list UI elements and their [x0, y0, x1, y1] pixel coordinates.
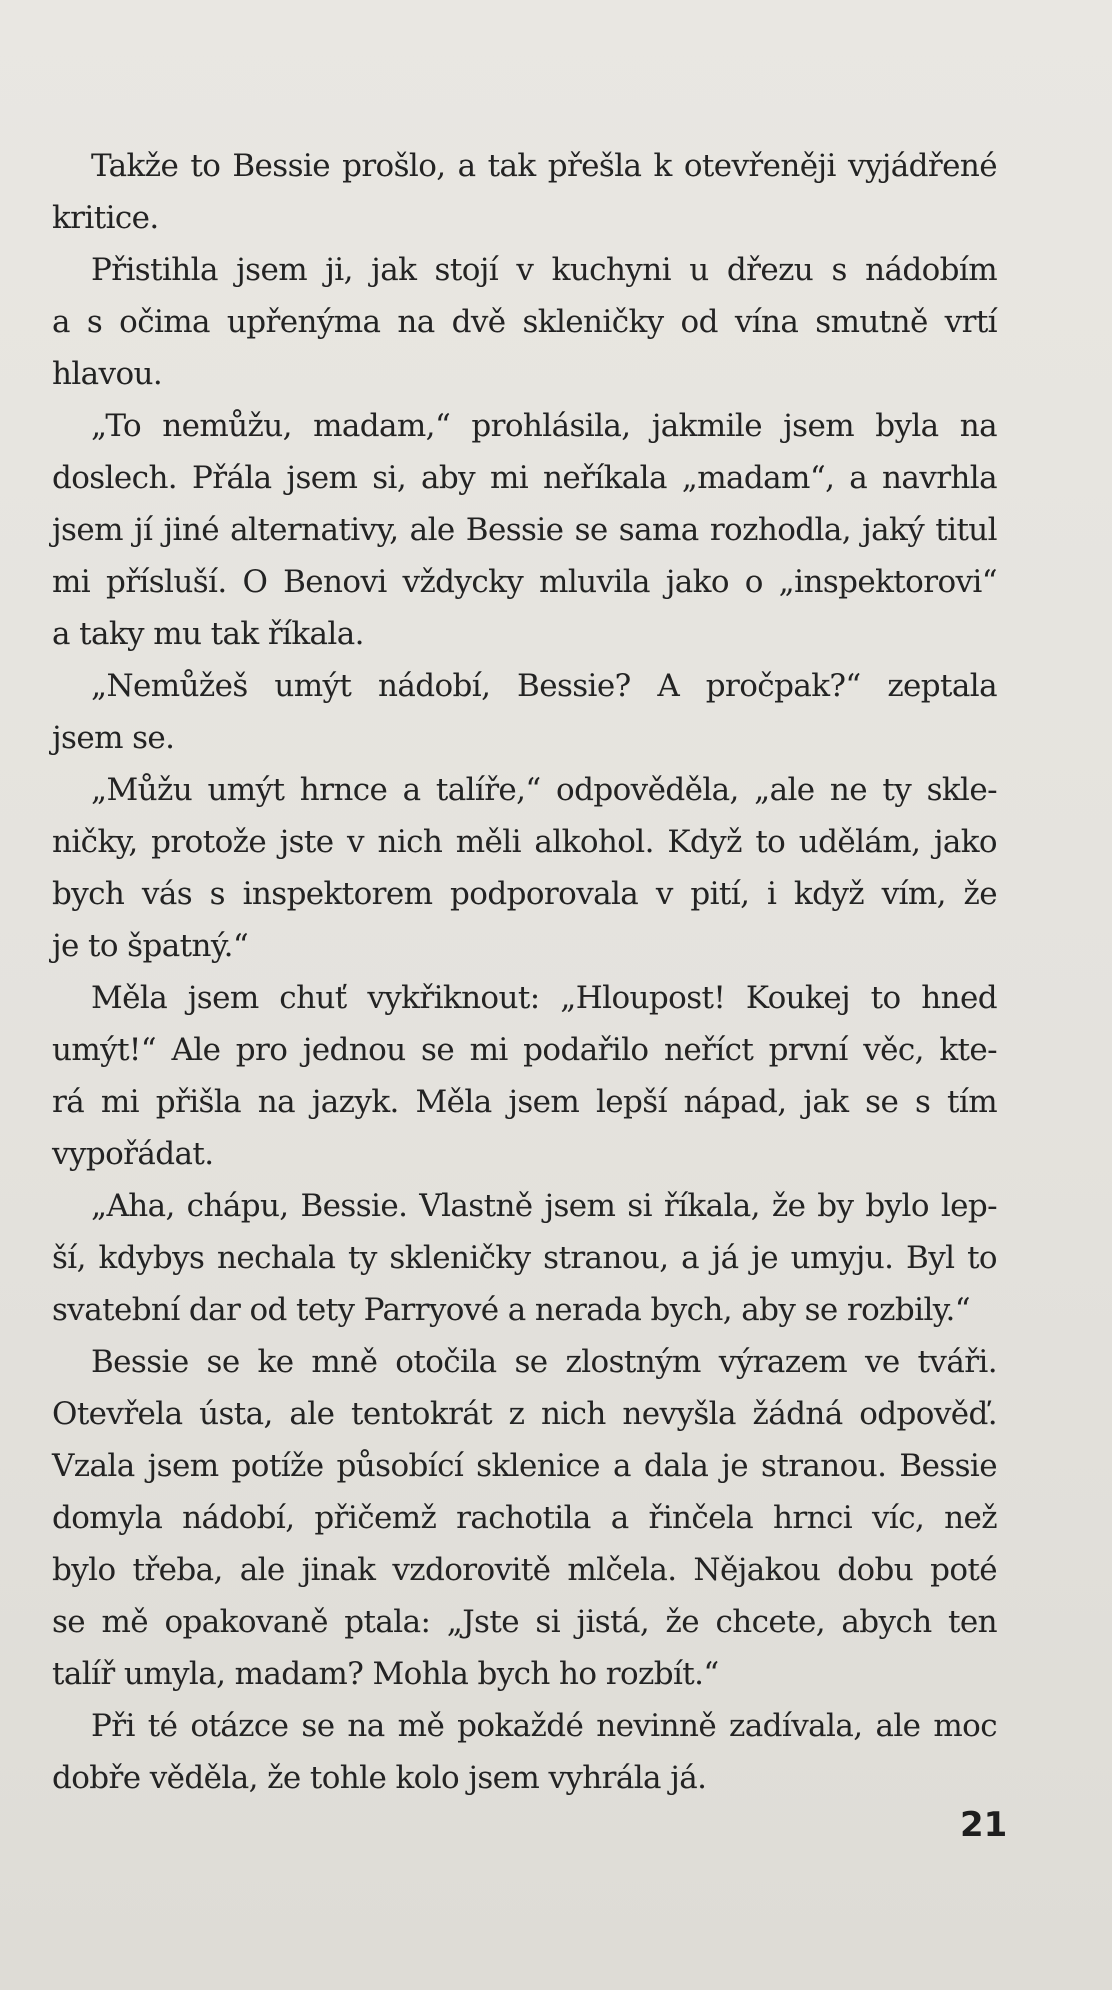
- text-line: Bessie se ke mně otočila se zlostným výrazem ve tváři.: [91, 1344, 997, 1380]
- text-line: hlavou.: [52, 356, 163, 392]
- text-line: se mě opakovaně ptala: „Jste si jistá, že chcete, abych ten: [52, 1604, 997, 1640]
- text-line: jsem se.: [52, 720, 175, 756]
- text-line: svatební dar od tety Parryové a nerada bych, aby se rozbily.“: [52, 1292, 971, 1328]
- paragraph: [52, 764, 997, 972]
- text-line: „To nemůžu, madam,“ prohlásila, jakmile jsem byla na: [91, 408, 997, 444]
- text-line: Takže to Bessie prošlo, a tak přešla k otevřeněji vyjádřené: [91, 148, 997, 184]
- text-line: rá mi přišla na jazyk. Měla jsem lepší nápad, jak se s tím: [52, 1084, 997, 1120]
- paragraph: [52, 1700, 997, 1804]
- paragraph: [52, 1180, 997, 1336]
- body-text: [52, 140, 997, 1804]
- page-number: 21: [960, 1805, 1008, 1845]
- paragraph: [52, 660, 997, 764]
- text-line: Měla jsem chuť vykřiknout: „Hloupost! Koukej to hned: [91, 980, 997, 1016]
- text-line: Přistihla jsem ji, jak stojí v kuchyni u dřezu s nádobím: [91, 252, 997, 288]
- text-line: Při té otázce se na mě pokaždé nevinně zadívala, ale moc: [91, 1708, 997, 1744]
- text-line: „Aha, chápu, Bessie. Vlastně jsem si říkala, že by bylo lep-: [91, 1188, 997, 1224]
- text-line: mi přísluší. O Benovi vždycky mluvila jako o „inspektorovi“: [52, 564, 997, 600]
- text-line: a taky mu tak říkala.: [52, 616, 364, 652]
- text-line: bych vás s inspektorem podporovala v pití, i když vím, že: [52, 876, 997, 912]
- paragraph: [52, 400, 997, 660]
- text-line: Otevřela ústa, ale tentokrát z nich nevyšla žádná odpověď.: [52, 1396, 997, 1432]
- paragraph: [52, 972, 997, 1180]
- paragraph: [52, 244, 997, 400]
- text-line: a s očima upřenýma na dvě skleničky od vína smutně vrtí: [52, 304, 997, 340]
- text-line: bylo třeba, ale jinak vzdorovitě mlčela. Nějakou dobu poté: [52, 1552, 997, 1588]
- text-line: ničky, protože jste v nich měli alkohol. Když to udělám, jako: [52, 824, 997, 860]
- text-line: jsem jí jiné alternativy, ale Bessie se sama rozhodla, jaký titul: [52, 512, 997, 548]
- text-line: talíř umyla, madam? Mohla bych ho rozbít.“: [52, 1656, 719, 1692]
- text-line: ší, kdybys nechala ty skleničky stranou, a já je umyju. Byl to: [52, 1240, 997, 1276]
- text-line: domyla nádobí, přičemž rachotila a řinčela hrnci víc, než: [52, 1500, 997, 1536]
- paragraph: [52, 140, 997, 244]
- text-line: kritice.: [52, 200, 159, 236]
- text-line: „Nemůžeš umýt nádobí, Bessie? A pročpak?“ zeptala: [91, 668, 997, 704]
- text-line: dobře věděla, že tohle kolo jsem vyhrála já.: [52, 1760, 707, 1796]
- text-line: Vzala jsem potíže působící sklenice a dala je stranou. Bessie: [52, 1448, 997, 1484]
- text-line: je to špatný.“: [52, 928, 249, 964]
- text-line: „Můžu umýt hrnce a talíře,“ odpověděla, „ale ne ty skle-: [91, 772, 997, 808]
- text-line: umýt!“ Ale pro jednou se mi podařilo neříct první věc, kte-: [52, 1032, 997, 1068]
- text-line: vypořádat.: [52, 1136, 214, 1172]
- paragraph: [52, 1336, 997, 1700]
- text-line: doslech. Přála jsem si, aby mi neříkala „madam“, a navrhla: [52, 460, 997, 496]
